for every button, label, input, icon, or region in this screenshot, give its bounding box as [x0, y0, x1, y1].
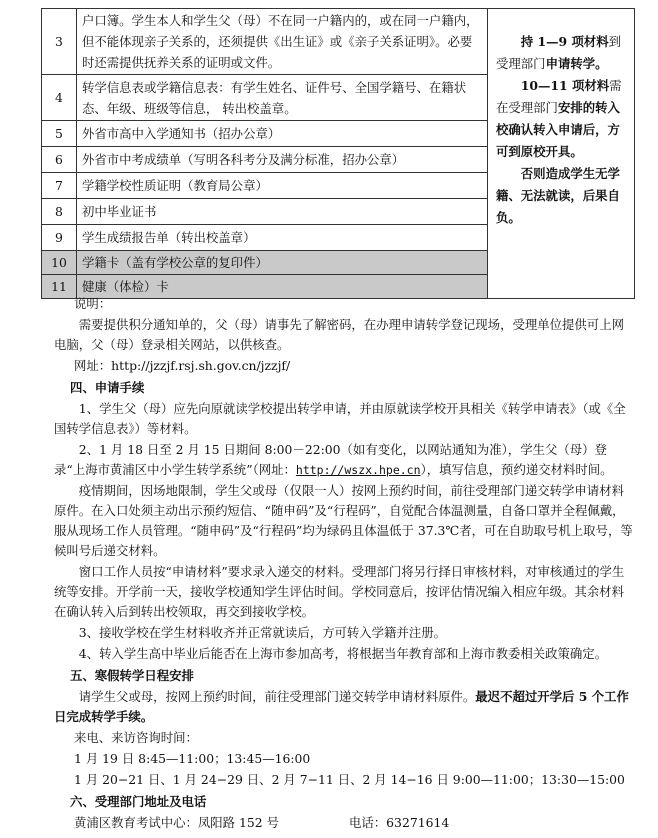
- row-description: 学生成绩报告单（转出校盖章）: [77, 225, 488, 251]
- paragraph: [54, 440, 634, 480]
- note-label: 说明：: [74, 296, 112, 311]
- row-number: 6: [42, 147, 77, 173]
- instruction-note: [488, 9, 635, 299]
- row-number: 11: [42, 275, 77, 299]
- address-line: [54, 813, 634, 833]
- website-line: 网址：http://jzzjf.rsj.sh.gov.cn/jzzjf/: [74, 358, 291, 373]
- row-description: [77, 75, 488, 121]
- note-bold: 申请转学。: [545, 56, 608, 71]
- note-bold: 持 1—9 项材料: [520, 34, 609, 49]
- note-para-1: [496, 31, 628, 75]
- paragraph: 4、转入学生高中毕业后能否在上海市参加高考，将根据当年教育部和上海市教委相关政策确定。: [78, 646, 608, 661]
- section-heading: 五、寒假转学日程安排: [70, 668, 194, 683]
- materials-table: [41, 8, 635, 299]
- paragraph: 1、学生父（母）应先向原就读学校提出转学申请，并由原就读学校开具相关《转学申请表》（或《全国转学信息表》）等材料。: [54, 401, 626, 436]
- row-number: 3: [42, 9, 77, 75]
- desc-line: 态、年级、班级等信息， 转出校盖章。: [82, 100, 297, 116]
- address: 黄浦区教育考试中心：凤阳路 152 号: [74, 815, 279, 830]
- note-bold: 10—11 项材料: [520, 78, 610, 93]
- note-text: 需在受理部门: [496, 78, 622, 115]
- desc-line: 转学信息表或学籍信息表：有学生姓名、证件号、全国学籍号、在籍状: [82, 79, 467, 95]
- row-number: 4: [42, 75, 77, 121]
- paragraph: 来电、来访咨询时间：: [74, 730, 198, 745]
- section-heading: 六、受理部门地址及电话: [70, 794, 207, 809]
- note-bold: 安排的转入校确认转入申请后，方可到原校开具。: [496, 100, 620, 159]
- row-number: 9: [42, 225, 77, 251]
- paragraph: 窗口工作人员按“申请材料”要求录入递交的材料。受理部门将另行择日审核材料，对审核通过的学生统等安排。开学前一天，接收学校通知学生评估时间。学校同意后，按评估情况编入相应年级。其余材料在确认转入后到转出校领取，再交到接收学校。: [54, 564, 625, 619]
- row-number: 5: [42, 121, 77, 147]
- paragraph: 3、接收学校在学生材料收齐并正常就读后，方可转入学籍并注册。: [78, 625, 447, 640]
- text: 请学生父或母，按网上预约时间，前往受理部门递交转学申请材料原件。: [78, 689, 476, 704]
- row-description: 学籍卡（盖有学校公章的复印件）: [77, 251, 488, 275]
- phone: 电话：63271614: [349, 815, 450, 830]
- note-para-3: [496, 163, 628, 229]
- row-description: 外省市中考成绩单（写明各科考分及满分标准，招办公章）: [77, 147, 488, 173]
- desc-line: 时还需提供抚养关系的证明或文件。: [82, 55, 281, 70]
- note-text: 到受理部门: [496, 34, 622, 71]
- system-url: http://wszx.hpe.cn: [295, 463, 421, 477]
- note-paragraph: 需要提供积分通知单的，父（母）请事先了解密码，在办理申请转学登记现场，受理单位提供可上网电脑，父（母）登录相关网站，以供核查。: [54, 317, 624, 352]
- row-description: 学籍学校性质证明（教育局公章）: [77, 173, 488, 199]
- note-para-2: [496, 75, 628, 163]
- row-description: 健康（体检）卡: [77, 275, 488, 299]
- paragraph: [54, 687, 634, 727]
- row-description: [77, 9, 488, 75]
- schedule-line: 1 月 20−21 日、1 月 24−29 日、2 月 7−11 日、2 月 14−16 日 9:00—11:00；13:30—15:00: [74, 772, 625, 787]
- row-description: 外省市高中入学通知书（招办公章）: [77, 121, 488, 147]
- row-number: 8: [42, 199, 77, 225]
- desc-line: 但不能体现亲子关系的，还须提供《出生证》或《亲子关系证明》。必要: [82, 34, 473, 49]
- document-body: [54, 294, 634, 834]
- desc-line: 户口簿。学生本人和学生父（母）不在同一户籍内的，或在同一户籍内，: [82, 13, 479, 28]
- text: 2、1 月 18 日至 2 月 15 日期间 8:00－22:00（如有变化，以网站通知为准），学生父（母）登录“上海市黄浦区中小学生转学系统”（网址：: [54, 442, 607, 477]
- row-number: 10: [42, 251, 77, 275]
- section-heading: 四、申请手续: [70, 380, 145, 395]
- row-description: 初中毕业证书: [77, 199, 488, 225]
- table-row: [42, 9, 635, 75]
- paragraph: 疫情期间，因场地限制，学生父或母（仅限一人）按网上预约时间，前往受理部门递交转学申请材料原件。在入口处须主动出示预约短信、“随申码”及“行程码”，自觉配合体温测量，自备口罩并全程佩戴，服从现场工作人员管理。“随申码”及“行程码”均为绿码且体温低于 37.3℃者，可在自助取号机上取号，等候叫号后递交材料。: [54, 483, 633, 558]
- schedule-line: 1 月 19 日 8:45—11:00；13:45—16:00: [74, 751, 311, 766]
- row-number: 7: [42, 173, 77, 199]
- bold-text: 最迟不超过开学后 5 个工作日完成转学手续。: [54, 689, 629, 724]
- note-bold: 否则造成学生无学籍、无法就读，后果自负。: [496, 166, 620, 225]
- text: ），填写信息，预约递交材料时间。: [420, 462, 613, 477]
